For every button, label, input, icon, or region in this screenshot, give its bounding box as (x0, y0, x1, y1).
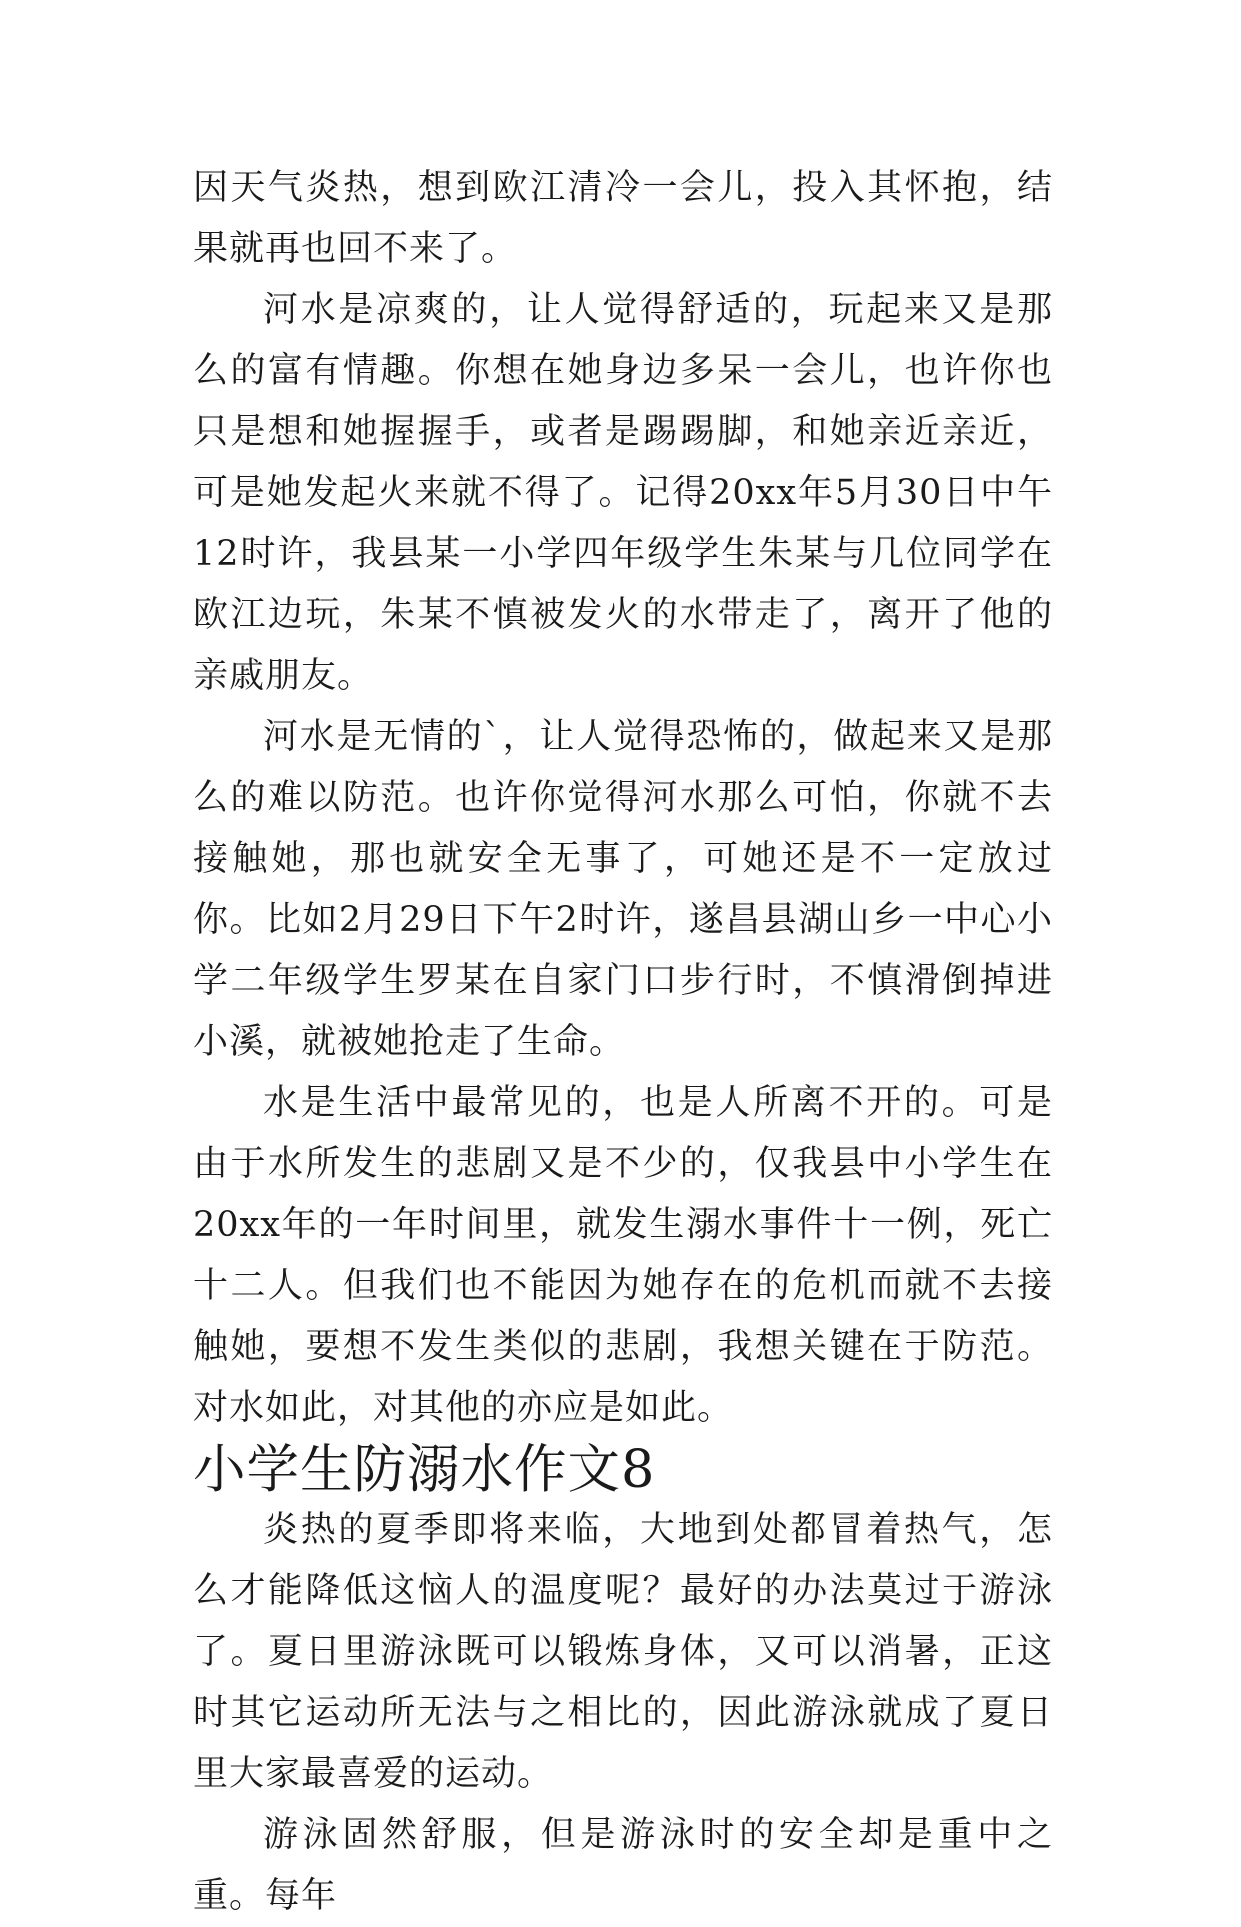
section-heading: 小学生防溺水作文8 (193, 1439, 656, 1500)
paragraph-5: 炎热的夏季即将来临，大地到处都冒着热气，怎么才能降低这恼人的温度呢？最好的办法莫过于游泳了。夏日里游泳既可以锻炼身体，又可以消暑，正这时其它运动所无法与之相比的，因此游泳就成了夏日里大家最喜爱的运动。 (193, 1510, 1053, 1794)
paragraph-6: 游泳固然舒服，但是游泳时的安全却是重中之重。每年 (193, 1815, 1053, 1916)
paragraph-2: 河水是凉爽的，让人觉得舒适的，玩起来又是那么的富有情趣。你想在她身边多呆一会儿，也许你也只是想和她握握手，或者是踢踢脚，和她亲近亲近，可是她发起火来就不得了。记得20xx年5月30日中午12时许，我县某一小学四年级学生朱某与几位同学在欧江边玩，朱某不慎被发火的水带走了，离开了他的亲戚朋友。 (193, 290, 1053, 696)
paragraph-4: 水是生活中最常见的，也是人所离不开的。可是由于水所发生的悲剧又是不少的，仅我县中小学生在20xx年的一年时间里，就发生溺水事件十一例，死亡十二人。但我们也不能因为她存在的危机而就不去接触她，要想不发生类似的悲剧，我想关键在于防范。对水如此，对其他的亦应是如此。 (193, 1083, 1053, 1428)
paragraph-3: 河水是无情的`，让人觉得恐怖的，做起来又是那么的难以防范。也许你觉得河水那么可怕，你就不去接触她，那也就安全无事了，可她还是不一定放过你。比如2月29日下午2时许，遂昌县湖山乡一中心小学二年级学生罗某在自家门口步行时，不慎滑倒掉进小溪，就被她抢走了生命。 (193, 717, 1053, 1062)
document-body (193, 158, 1053, 1927)
paragraph-1: 因天气炎热，想到欧江清冷一会儿，投入其怀抱，结果就再也回不来了。 (193, 168, 1053, 269)
